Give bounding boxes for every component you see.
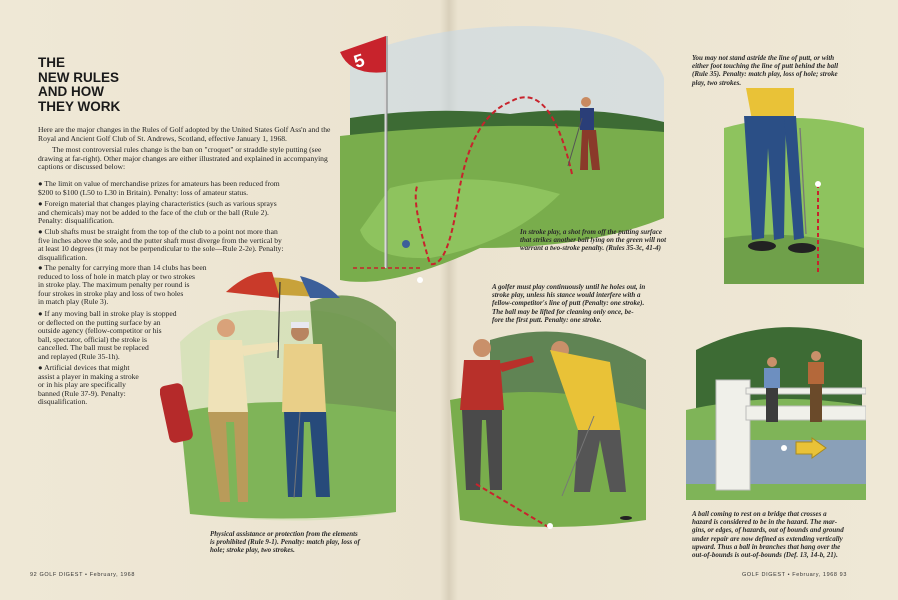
intro-text xyxy=(38,126,344,175)
caption-bridge xyxy=(692,510,872,559)
caption-line: that strikes another ball lying on the green will not xyxy=(520,236,667,245)
bullet-item: ● If any moving ball in stroke play is stopped or deflected on the putting surface by an outside agency (fellow-competitor or his ball, spectator, official) the stroke is cancelled. The ball must be replaced and replayed (Rule 35-1h). xyxy=(38,310,198,362)
bullet-line: cancelled. The ball must be replaced xyxy=(38,343,149,353)
bullet-line: outside agency (fellow-competitor or his xyxy=(38,326,162,336)
bridge-illustration xyxy=(686,310,866,506)
caption-line: hole; stroke play, two strokes. xyxy=(210,546,295,555)
caption-line: play, two strokes. xyxy=(692,78,742,87)
bullet-line: reduced to loss of hole in match play or two strokes xyxy=(38,271,195,281)
umbrella-illustration xyxy=(160,262,400,528)
caption-astride xyxy=(692,54,872,87)
caption-stroke-play xyxy=(520,228,700,253)
caption-line: warrant a two-stroke penalty. (Rules 35-3c, 41-4) xyxy=(520,244,661,253)
title-line: AND HOW xyxy=(38,84,104,99)
bullet-line: at least 10 degrees (it may not be perpendicular to the sole—Rule 2-2e). Penalty: xyxy=(38,244,284,254)
caption-line: upward. Thus a ball in branches that hang over the xyxy=(692,542,841,551)
caption-line: fore the first putt. Penalty: one stroke. xyxy=(492,315,602,324)
title-line: THEY WORK xyxy=(38,98,121,114)
bullet-line: $200 to $100 (L50 to L30 in Britain). Penalty: loss of amateur status. xyxy=(38,187,249,197)
caption-line: A ball coming to rest on a bridge that crosses a xyxy=(692,510,827,518)
bullet-line: in stroke play. The maximum penalty per round is xyxy=(38,280,190,290)
caption-line: stroke play, unless his stance would interfere with a xyxy=(492,291,641,300)
caption-line: out-of-bounds is out-of-bounds (Def. 13, 14-b, 21). xyxy=(692,551,838,560)
caption-line: (Rule 35). Penalty: match play, loss of hole; stroke xyxy=(692,70,838,79)
bullet-line: If any moving ball in stroke play is stopped xyxy=(44,309,177,318)
title-line: NEW RULES xyxy=(38,69,119,85)
caption-line: fellow-competitor's line of putt (Penalty: one stroke). xyxy=(492,299,645,308)
bullet-line: or in his play are specifically xyxy=(38,380,126,390)
bullet-line: The penalty for carrying more than 14 clubs has been xyxy=(44,263,207,272)
bullet-line: Artificial devices that might xyxy=(44,363,130,372)
straddle-illustration xyxy=(724,88,864,284)
bullet-line: and chemicals) may not be added to the face of the club or the ball (Rule 2). xyxy=(38,207,269,217)
caption-line: hazard is considered to be in the hazard. The mar- xyxy=(692,518,838,527)
bullet-line: ball, spectator, official) the stroke is xyxy=(38,334,147,344)
bullet-line: four strokes in stroke play and loss of two holes xyxy=(38,288,184,298)
caption-line: is prohibited (Rule 9-1). Penalty: match play, loss of xyxy=(210,538,360,547)
caption-line: either foot touching the line of putt behind the ball xyxy=(692,62,839,71)
bullet-line: The limit on value of merchandise prizes for amateurs has been reduced from xyxy=(44,179,280,188)
title-line: THE xyxy=(38,55,65,70)
bullet-line: five inches above the sole, and the putter shaft must diverge from the vertical by xyxy=(38,235,282,245)
caption-line: The ball may be lifted for cleaning only once, be- xyxy=(492,307,634,316)
bullet-item: ● Artificial devices that might assist a player in making a stroke or in his play are specifically banned (Rule 37-9). Penalty: disqualification. xyxy=(38,364,168,407)
bullet-line: banned (Rule 37-9). Penalty: xyxy=(38,388,126,398)
bullet-line: disqualification. xyxy=(38,252,88,262)
bullet-line: Foreign material that changes playing characteristics (such as various sprays xyxy=(44,199,277,208)
bullet-item: ● The penalty for carrying more than 14 clubs has been reduced to loss of hole in match play or two strokes in stroke play. The maximum penalty per round is four strokes in stroke play and loss of two holes in match play (Rule 3). xyxy=(38,264,238,307)
bullet-line: or deflected on the putting surface by an xyxy=(38,317,161,327)
folio-left: 92 GOLF DIGEST • February, 1968 xyxy=(30,572,135,578)
bullet-line: Penalty: disqualification. xyxy=(38,216,114,226)
bullet-line: Club shafts must be straight from the top of the club to a point not more than xyxy=(44,227,278,236)
caption-umbrella xyxy=(210,530,396,555)
controversial-paragraph: The most controversial rules change is the ban on "croquet" or straddle style putting (see drawing at far-right). Other major changes are either illustrated and explained in accompanying captions or discussed below: xyxy=(38,145,328,172)
bullet-line: assist a player in making a stroke xyxy=(38,371,139,381)
bullet-item: ● Club shafts must be straight from the top of the club to a point not more than five inches above the sole, and the putter shaft must diverge from the vertical by at least 10 degrees (it may not be perpendicular to the sole—Rule 2-2e). Penalty: disqualification. xyxy=(38,228,344,262)
caption-line: You may not stand astride the line of putt, or with xyxy=(692,54,835,62)
flagstick-illustration xyxy=(330,18,668,300)
continuous-play-illustration xyxy=(450,320,650,530)
intro-paragraph: Here are the major changes in the Rules of Golf adopted by the United States Golf Ass'n and the Royal and Ancient Golf Club of St. Andrews, Scotland, effective January 1, 1968. xyxy=(38,125,331,143)
caption-line: gins, or edges, of hazards, out of bounds and ground xyxy=(692,526,844,535)
caption-line: A golfer must play continuously until he holes out, in xyxy=(492,283,646,291)
bullet-item: ● The limit on value of merchandise prizes for amateurs has been reduced from $200 to $100 (L50 to L30 in Britain). Penalty: loss of amateur status. xyxy=(38,180,344,197)
caption-line: under repair are now defined as extending vertically xyxy=(692,534,843,543)
caption-continuous-play xyxy=(492,283,682,324)
folio-right: GOLF DIGEST • February, 1968 93 xyxy=(742,572,847,578)
caption-line: Physical assistance or protection from the elements xyxy=(210,530,358,538)
caption-line: In stroke play, a shot from off the putting surface xyxy=(520,228,662,236)
bullet-line: in match play (Rule 3). xyxy=(38,297,109,307)
flag-number: 5 xyxy=(351,49,368,72)
bullet-line: and replayed (Rule 35-1h). xyxy=(38,351,120,361)
bullet-line: disqualification. xyxy=(38,397,88,407)
page-title xyxy=(38,56,158,114)
bullet-item: ● Foreign material that changes playing characteristics (such as various sprays and chemicals) may not be added to the face of the club or the ball (Rule 2). Penalty: disqualification. xyxy=(38,200,344,226)
